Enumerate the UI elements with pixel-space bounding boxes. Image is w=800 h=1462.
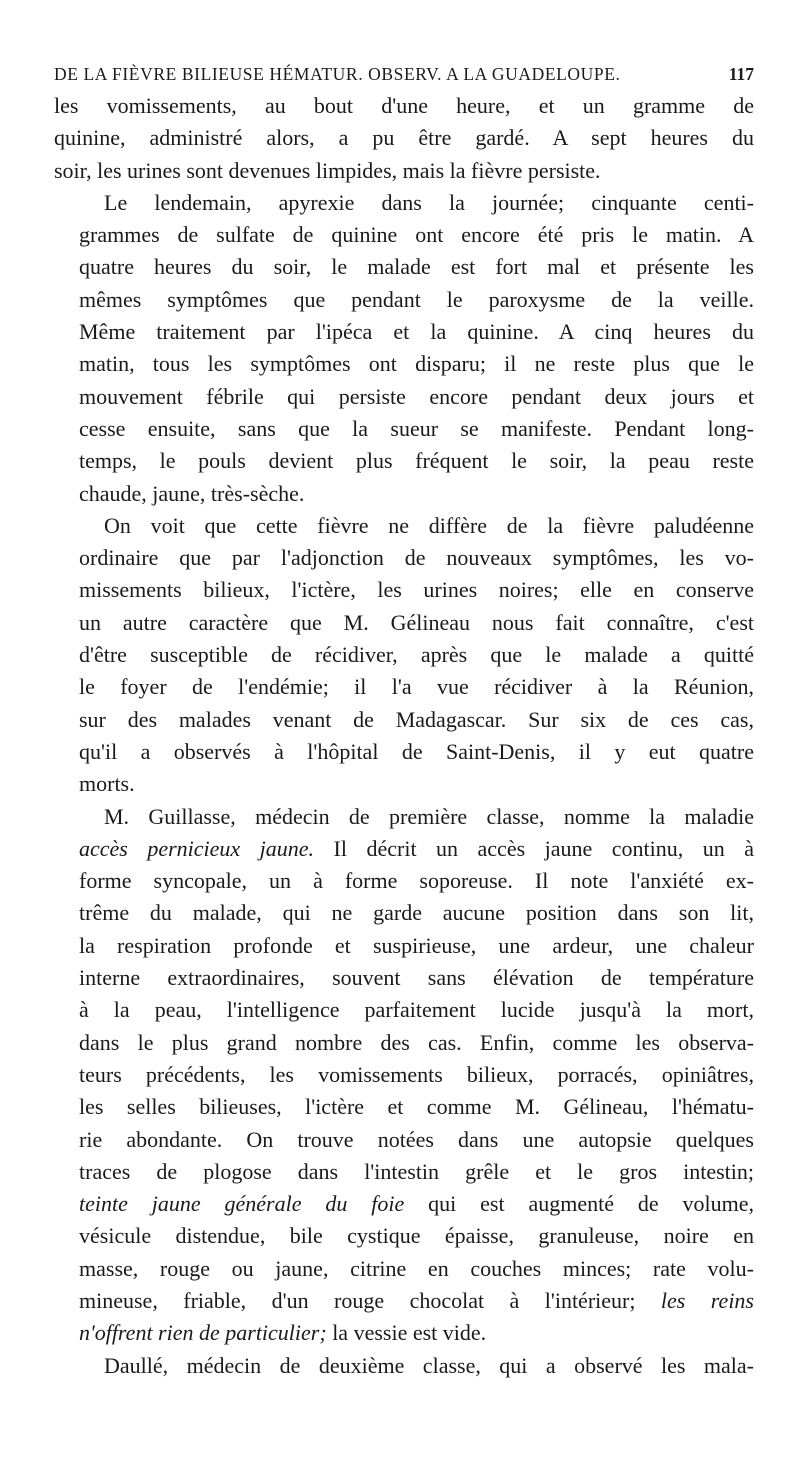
text-line: quatre heures du soir, le malade est fort mal et présente les (79, 254, 754, 280)
text-line: morts. (79, 771, 135, 797)
text-line: Le lendemain, apyrexie dans la journée; cinquante centi- (104, 189, 754, 215)
text-line: ordinaire que par l'adjonction de nouveaux symptômes, les vo- (79, 545, 754, 571)
text-line: n'offrent rien de particulier; la vessie est vide. (79, 1320, 487, 1346)
text-line: dans le plus grand nombre des cas. Enfin, comme les observa- (79, 1029, 754, 1055)
text-line: temps, le pouls devient plus fréquent le soir, la peau reste (79, 448, 754, 474)
paragraph (54, 187, 754, 510)
text-line: grammes de sulfate de quinine ont encore été pris le matin. A (79, 222, 754, 248)
text-line: la respiration profonde et suspirieuse, une ardeur, une chaleur (79, 932, 754, 958)
text-line: Même traitement par l'ipéca et la quinine. A cinq heures du (79, 319, 754, 345)
text-line: soir, les urines sont devenues limpides, mais la fièvre persiste. (54, 157, 601, 183)
text-line: qu'il a observés à l'hôpital de Saint-Denis, il y eut quatre (79, 738, 754, 764)
text-line: les vomissements, au bout d'une heure, et un gramme de (54, 93, 754, 118)
text-line: matin, tous les symptômes ont disparu; il ne reste plus que le (79, 351, 754, 377)
text-line: les selles bilieuses, l'ictère et comme M. Gélineau, l'hématu- (79, 1094, 754, 1120)
paragraph (54, 801, 754, 1350)
text-line: On voit que cette fièvre ne diffère de la fièvre paludéenne (104, 512, 754, 538)
text-line: sur des malades venant de Madagascar. Sur six de ces cas, (79, 706, 754, 732)
text-line: interne extraordinaires, souvent sans élévation de température (79, 965, 754, 991)
text-line: d'être susceptible de récidiver, après que le malade a quitté (79, 642, 754, 668)
text-line: quinine, administré alors, a pu être gardé. A sept heures du (54, 125, 754, 151)
running-header (54, 62, 754, 86)
text-line: missements bilieux, l'ictère, les urines noires; elle en conserve (79, 577, 754, 603)
text-line: masse, rouge ou jaune, citrine en couches minces; rate volu- (79, 1255, 754, 1281)
text-line: trême du malade, qui ne garde aucune position dans son lit, (79, 900, 754, 926)
text-line: un autre caractère que M. Gélineau nous fait connaître, c'est (79, 609, 754, 635)
text-line: chaude, jaune, très-sèche. (79, 480, 305, 506)
text-line: Daullé, médecin de deuxième classe, qui a observé les mala- (104, 1352, 754, 1378)
text-line: le foyer de l'endémie; il l'a vue récidiver à la Réunion, (79, 674, 754, 700)
text-line: rie abondante. On trouve notées dans une autopsie quelques (79, 1126, 754, 1152)
text-line: forme syncopale, un à forme soporeuse. Il note l'anxiété ex- (79, 868, 754, 894)
body-text (54, 90, 754, 1382)
book-page (54, 62, 754, 1382)
paragraph (54, 510, 754, 801)
text-line: mineuse, friable, d'un rouge chocolat à l'intérieur; les reins (79, 1287, 754, 1313)
text-line: accès pernicieux jaune. Il décrit un accès jaune continu, un à (79, 835, 754, 861)
text-line: mouvement fébrile qui persiste encore pendant deux jours et (79, 383, 754, 409)
text-line: teurs précédents, les vomissements bilieux, porracés, opiniâtres, (79, 1061, 754, 1087)
text-line: cesse ensuite, sans que la sueur se manifeste. Pendant long- (79, 415, 754, 441)
paragraph (54, 1350, 754, 1382)
paragraph (54, 90, 754, 187)
text-line: teinte jaune générale du foie qui est augmenté de volume, (79, 1191, 754, 1217)
text-line: mêmes symptômes que pendant le paroxysme de la veille. (79, 286, 754, 312)
running-title: DE LA FIÈVRE BILIEUSE HÉMATUR. OBSERV. A LA GUADELOUPE. (54, 64, 621, 84)
page-number: 117 (728, 64, 754, 84)
text-line: M. Guillasse, médecin de première classe, nomme la maladie (104, 803, 754, 829)
text-line: traces de plogose dans l'intestin grêle et le gros intestin; (79, 1158, 754, 1184)
text-line: à la peau, l'intelligence parfaitement lucide jusqu'à la mort, (79, 997, 754, 1023)
text-line: vésicule distendue, bile cystique épaisse, granuleuse, noire en (79, 1223, 754, 1249)
